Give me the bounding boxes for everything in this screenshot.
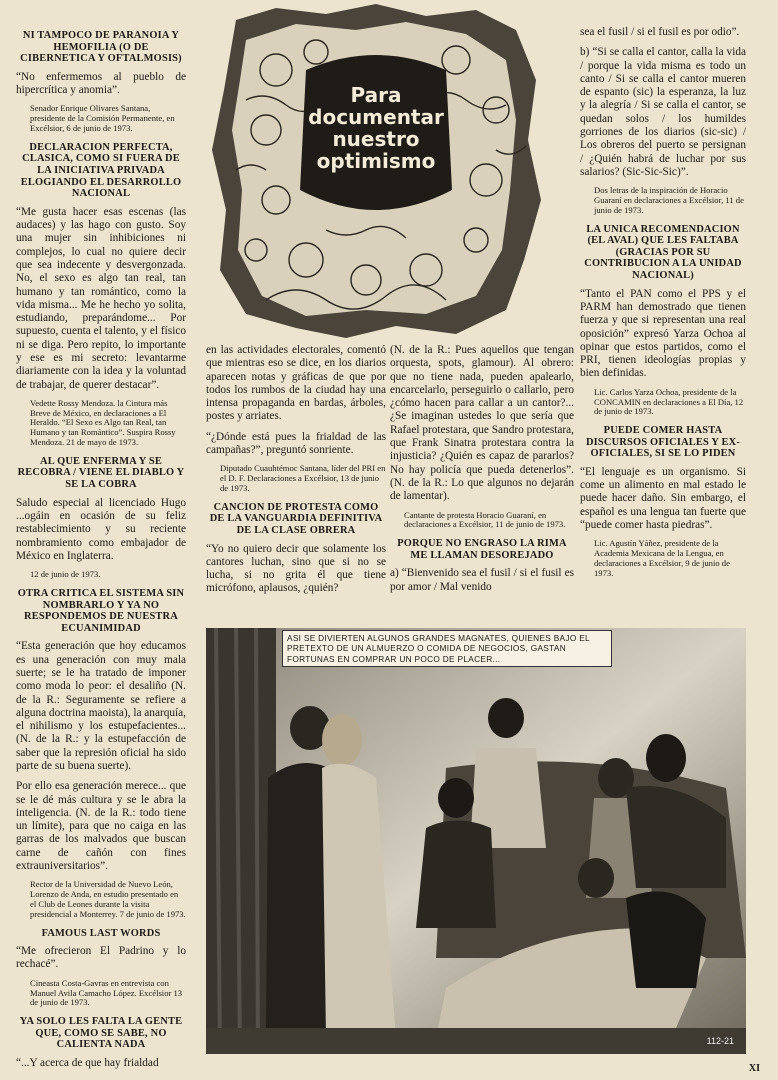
lyrics-fusil-end: sea el fusil / si el fusil es por odio”.: [580, 26, 740, 38]
source-yanez: Lic. Agustín Yáñez, presidente de la Academia Mexicana de la Lengua, en declaraciones a Excélsior, 9 de junio de 1973.: [594, 538, 730, 578]
headline-declaracion-perfecta: DECLARACION PERFECTA, CLASICA, COMO SI FUERA DE LA INICIATIVA PRIVADA ELOGIANDO EL DESARROLLO NACIONAL: [20, 141, 182, 200]
source-letras-guarani: Dos letras de la inspiración de Horacio Guaraní en declaraciones a Excélsior, 11 de junio de 1973.: [594, 185, 744, 215]
column-1: [16, 30, 187, 1069]
headline-discursos: PUEDE COMER HASTA DISCURSOS OFICIALES Y EX-OFICIALES, SI SE LO PIDEN: [585, 425, 741, 460]
source-guarani: Cantante de protesta Horacio Guaraní, en declaraciones a Excélsior, 11 de junio de 1973.: [404, 509, 566, 530]
source-costa-gavras: Cineasta Costa-Gavras en entrevista con Manuel Avila Camacho López. Excélsior 13 de junio de 1973.: [30, 977, 183, 1008]
lyrics-cantor: b) “Si se calla el cantor, calla la vida / porque la vida misma es todo un canto / Si se calla el cantor mueren de espanto (sic) la esperanza, la luz y la alegría / Si se calla el cantor, se quedan solos / los humildes gorriones de los diarios (sic-sic) / Los obreros del puerto se persignan / ¿Quién habrá de luchar por sus salarios? (Sic-Sic-Sic)”.: [580, 46, 746, 178]
source-yarza: Lic. Carlos Yarza Ochoa, presidente de la CONCAMIN en declaraciones a El Día, 12 de junio de 1973.: [594, 386, 744, 417]
quote-yarza: “Tanto el PAN como el PPS y el PARM han demostrado que tienen fuerza y que si representan una real oposición” expresó Yarza Ochoa al opinar que estos partidos, como el PRI, tienen ideologías propias y bien definidas.: [580, 287, 746, 380]
photo-code: 112-21: [706, 1036, 734, 1046]
source-olivares: Senador Enrique Olivares Santana, presidente de la Comisión Permanente, en Excélsior, 6 de junio de 1973.: [30, 103, 175, 133]
headline-paranoia: NI TAMPOCO DE PARANOIA Y HEMOFILIA (O DE CIBERNETICA Y OFTALMOSIS): [20, 30, 182, 65]
quote-guarani-cont: (N. de la R.: Pues aquellos que tengan orquesta, spots, glamour). Al obrero: que no tiene nada, pueden apalearlo, encarcelarlo, perseguirlo o callarlo, pero ¿cómo hacen para callar a un cantor?... ¿Se imaginan ustedes lo que sería que Rafael protestara, que Sandro protestara, que Frank Sinatra protestara contra la injusticia? ¿Quién es capaz de pararlos? No hay policía que pueda detenerlos”. (N. de la R.: Lo que algunos no dejarán de lamentar).: [390, 344, 574, 503]
headline-recomendacion: LA UNICA RECOMENDACION (EL AVAL) QUE LES FALTABA (GRACIAS POR SU CONTRIBUCION A LA UNIDAD NACIONAL): [584, 223, 742, 282]
source-rossy-mendoza: Vedette Rossy Mendoza. la Cintura más Breve de México, en declaraciones a El Heraldo. “El Sexo es Algo tan Real, tan Humano y tan Romántico”. Suspira Rossy Mendoza. 21 de mayo de 1973.: [30, 397, 176, 448]
headline-diablo: AL QUE ENFERMA Y SE RECOBRA / VIENE EL DIABLO Y SE LA COBRA: [17, 455, 185, 491]
quote-rector-1: “Esta generación que hoy educamos es una generación con muy mala suerte; se le ha tratado de imponer como moda lo peor: el desaliño (N. de la R.: Seguramente se refiere a alguna doctrina maoista), la anarquía, el nihilismo y los estupefacientes... (N. de la R.: y la estupefacción de saber que la represión oficial ha sido parte de su buena suerte).: [16, 640, 187, 772]
date-saludo: 12 de junio de 1973.: [30, 569, 101, 580]
lyrics-fusil-start: a) “Bienvenido sea el fusil / si el fusil es por amor / Mal venido: [390, 567, 574, 593]
headline-cancion-protesta: CANCION DE PROTESTA COMO DE LA VANGUARDIA DEFINITIVA DE LA CLASE OBRERA: [209, 501, 383, 536]
text-saludo: Saludo especial al licenciado Hugo ...ogáin en ocasión de su feliz restablecimiento y su reciente nombramiento como embajador de México en Inglaterra.: [16, 496, 186, 562]
column-2: [206, 344, 386, 604]
source-santana: Diputado Cuauhtémoc Santana, líder del PRI en el D. F. Declaraciones a Excélsior, 13 de junio de 1973.: [220, 463, 386, 493]
quote-costa-gavras: “Me ofrecieron El Padrino y lo rechacé”.: [16, 945, 186, 971]
source-rector: Rector de la Universidad de Nuevo León, Lorenzo de Anda, en estudio presentado en el Club de Leones durante la visita presidencial a Monterrey. 7 de junio de 1973.: [30, 879, 186, 919]
photo-caption: ASI SE DIVIERTEN ALGUNOS GRANDES MAGNATES, QUIENES BAJO EL PRETEXTO DE UN ALMUERZO O COMIDA DE NEGOCIOS, GASTAN FORTUNAS EN COMPRAR UN POCO DE PLACER...: [282, 630, 612, 667]
headline-rima: PORQUE NO ENGRASO LA RIMA ME LLAMAN DESOREJADO: [397, 538, 567, 561]
article-title: Para documentar nuestro optimismo: [308, 83, 444, 173]
text-campanas: en las actividades electorales, comentó que mientras eso se dice, en los diarios aparecen notas y gráficas de que por todos los rumbos de la ciudad hay una intensa propaganda en bardas, árboles, postes y arriates.: [206, 344, 386, 423]
column-4: [580, 26, 746, 606]
party-photo: [206, 628, 746, 1054]
headline-famous-last-words: FAMOUS LAST WORDS: [41, 927, 161, 939]
quote-frialdad: “¿Dónde está pues la frialdad de las campañas?”, preguntó sonriente.: [206, 430, 386, 457]
column-3: [390, 344, 574, 614]
quote-olivares: “No enfermemos al pueblo de hipercrítica y anomia”.: [16, 70, 186, 97]
quote-rossy-mendoza: “Me gusta hacer esas escenas (las audaces) y las hago con gusto. Soy una mujer sin inhibiciones ni complejos, lo cual no quiere decir que sea indecente y desvergonzada. No, el sexo es algo tan real, tan humano y tan romántico, como la vida misma... Me he hecho yo solita, estudiando, preparándome... Por supuesto, cuenta el talento, y el físico ni se diga. Pero repito, lo importante y ese es mi secreto: levantarme diariamente con la idea y la voluntad de trabajar, de querer destacar”.: [16, 205, 186, 391]
quote-yanez: “El lenguaje es un organismo. Si come un alimento en mal estado le puede hacer daño. Sin embargo, el español es una lengua tan fuerte que “puede comer hasta piedras”.: [580, 465, 746, 532]
quote-frialdad-start: “...Y acerca de que hay frialdad: [16, 1056, 159, 1069]
headline-ya-solo: YA SOLO LES FALTA LA GENTE QUE, COMO SE SABE, NO CALIENTA NADA: [19, 1016, 183, 1051]
photograph: [206, 628, 746, 1054]
quote-rector-2: Por ello esa generación merece... que se le dé más cultura y se le abra la inteligencia. (N. de la R.: todo tiene un límite), para que no caiga en las garras de los malvados que buscan carne de cañón con fines extrauniversitarios”.: [16, 780, 186, 873]
page-number: XI: [748, 1063, 760, 1074]
headline-otra-critica: OTRA CRITICA EL SISTEMA SIN NOMBRARLO Y YA NO RESPONDEMOS DE NUESTRA ECUANIMIDAD: [17, 587, 185, 634]
quote-cantores: “Yo no quiero decir que solamente los cantores luchan, sino que si no se lucha, si no grita él que tiene micrófono, aplausos, ¿quién?: [206, 542, 386, 595]
illustration: [206, 0, 546, 342]
